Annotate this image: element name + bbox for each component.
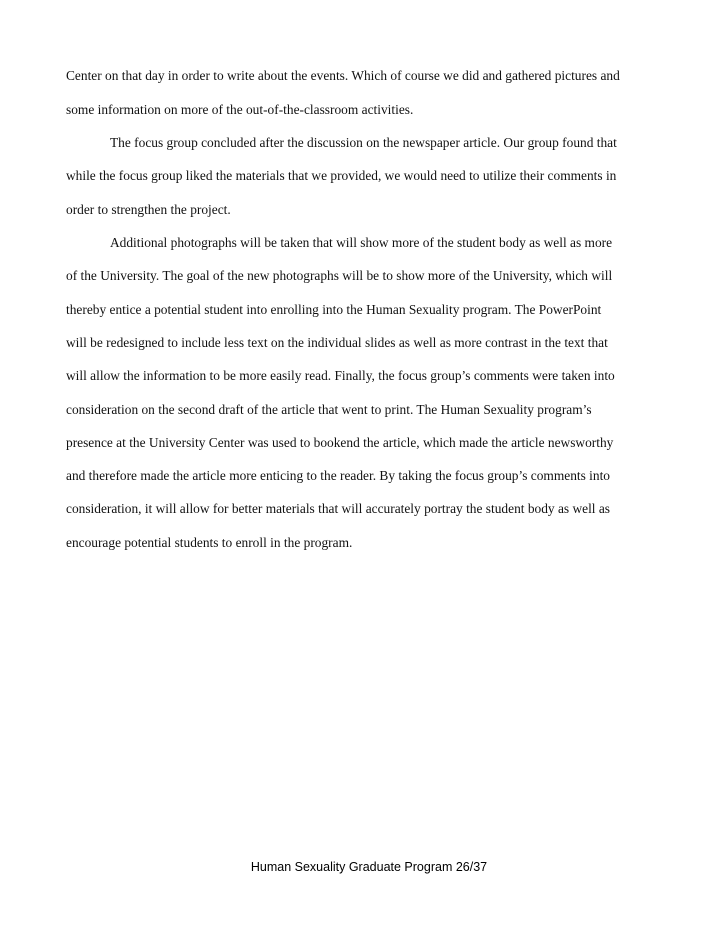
- text-line: presence at the University Center was used to bookend the article, which made the article newsworthy: [66, 435, 614, 450]
- footer-text: Human Sexuality Graduate Program 26/37: [250, 860, 488, 874]
- text-line: some information on more of the out-of-the-classroom activities.: [66, 102, 414, 117]
- text-line: will be redesigned to include less text on the individual slides as well as more contrast in the text that: [66, 335, 608, 350]
- text-line: consideration, it will allow for better materials that will accurately portray the student body as well as: [66, 501, 611, 516]
- page-footer: [0, 859, 728, 875]
- paragraph-first-line: Additional photographs will be taken that will show more of the student body as well as more: [110, 235, 613, 250]
- text-line: of the University. The goal of the new photographs will be to show more of the University, which will: [66, 268, 613, 283]
- text-line: while the focus group liked the materials that we provided, we would need to utilize their comments in: [66, 168, 617, 183]
- text-line: consideration on the second draft of the article that went to print. The Human Sexuality program’s: [66, 402, 592, 417]
- paragraph-first-line: The focus group concluded after the discussion on the newspaper article. Our group found that: [110, 135, 617, 150]
- text-line: order to strengthen the project.: [66, 202, 231, 217]
- text-line: thereby entice a potential student into enrolling into the Human Sexuality program. The PowerPoint: [66, 302, 602, 317]
- text-line: will allow the information to be more easily read. Finally, the focus group’s comments were taken into: [66, 368, 615, 383]
- text-line: and therefore made the article more enticing to the reader. By taking the focus group’s comments into: [66, 468, 610, 483]
- text-line: encourage potential students to enroll in the program.: [66, 535, 353, 550]
- text-line: Center on that day in order to write about the events. Which of course we did and gathered pictures and: [66, 68, 620, 83]
